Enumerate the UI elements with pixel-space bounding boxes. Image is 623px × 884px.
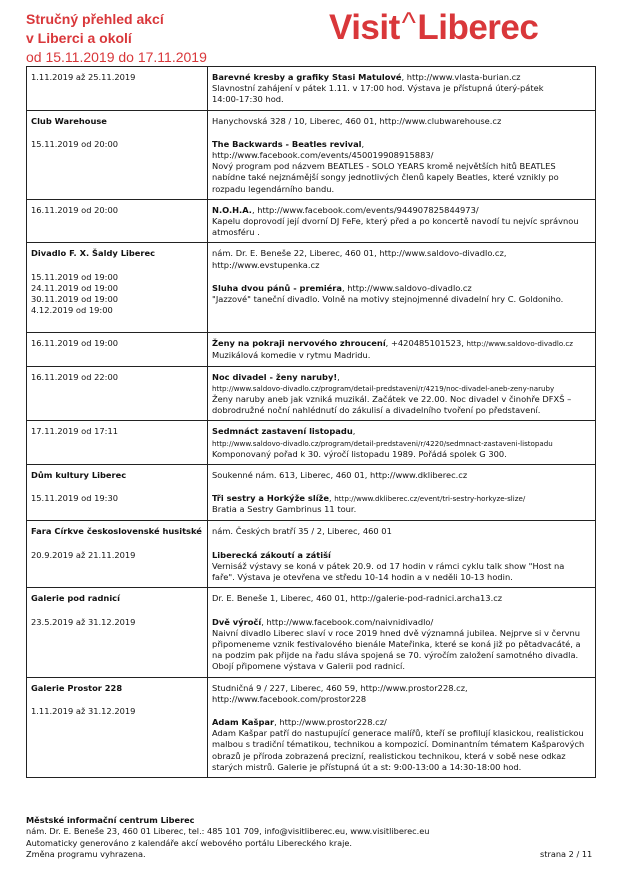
table-row xyxy=(27,588,596,677)
event-entry xyxy=(212,283,591,305)
event-date: 20.9.2019 až 21.11.2019 xyxy=(31,549,136,560)
footer-note-generated: Automaticky generováno z kalendáře akcí webového portálu Libereckého kraje. xyxy=(26,837,353,848)
date-cell xyxy=(27,465,208,521)
event-description: Ženy naruby aneb jak vzniká muzikál. Začátek ve 22.00. Noc divadel v činohře DFXŠ – xyxy=(212,394,572,405)
event-link[interactable]: , +420485101523, xyxy=(385,338,467,349)
table-row xyxy=(27,243,596,333)
table-row xyxy=(27,366,596,421)
event-link[interactable]: , http://www.prostor228.cz/ xyxy=(274,716,387,727)
event-entry xyxy=(212,338,591,360)
events-table xyxy=(26,66,596,778)
event-date: 24.11.2019 od 19:00 xyxy=(31,282,119,293)
event-description: Nový program pod názvem BEATLES - SOLO YEARS kromě největších hitů BEATLES xyxy=(212,161,556,172)
event-title: Adam Kašpar xyxy=(212,716,275,727)
event-description: obrazů je příroda zobrazená precizní, realistickou technikou, která v sobě nese odkaz xyxy=(212,750,566,761)
venue-name: Club Warehouse xyxy=(31,115,107,126)
event-date: 16.11.2019 od 20:00 xyxy=(31,204,119,215)
event-date: 15.11.2019 od 19:30 xyxy=(31,493,119,504)
event-cell xyxy=(208,110,596,199)
footer-note-changes: Změna programu vyhrazena. xyxy=(26,849,146,860)
venue-address: nám. Dr. E. Beneše 22, Liberec, 460 01, http://www.saldovo-divadlo.cz, http://www.evstupenka.cz xyxy=(212,248,507,270)
event-date: 16.11.2019 od 19:00 xyxy=(31,338,119,349)
event-entry xyxy=(212,617,591,673)
table-row xyxy=(27,465,596,521)
event-entry xyxy=(212,72,591,106)
footer-contact: nám. Dr. E. Beneše 23, 460 01 Liberec, tel.: 485 101 709, info@visitliberec.eu, www.visitliberec.eu xyxy=(26,826,430,837)
event-entry xyxy=(212,139,591,195)
venue-name: Divadlo F. X. Šaldy Liberec xyxy=(31,248,156,259)
event-description: faře". Výstava je otevřena ve středu 10-14 hodin a v neděli 10-13 hodin. xyxy=(212,572,513,583)
event-cell xyxy=(208,366,596,421)
event-link[interactable]: , xyxy=(329,493,335,504)
event-cell xyxy=(208,421,596,465)
event-date: 30.11.2019 od 19:00 xyxy=(31,294,119,305)
event-entry xyxy=(212,550,591,584)
event-entry xyxy=(212,372,591,417)
event-cell xyxy=(208,465,596,521)
event-description: dobrodružné noční nahlédnutí do zákulisí a divadelního tvoření po představení. xyxy=(212,405,541,416)
venue-address: Dr. E. Beneše 1, Liberec, 460 01, http://galerie-pod-radnici.archa13.cz xyxy=(212,593,503,604)
report-title xyxy=(26,10,207,67)
table-row xyxy=(27,333,596,366)
event-link[interactable]: , http://www.facebook.com/naivnidivadlo/ xyxy=(261,616,434,627)
event-description: Naivní divadlo Liberec slaví v roce 2019 hned dvě významná jubilea. Nejprve si v červnu xyxy=(212,627,581,638)
event-description: připomeneme vznik festivalového bienále Mateřinka, které se koná již po pětadvacáté, a xyxy=(212,638,581,649)
event-date: 23.5.2019 až 31.12.2019 xyxy=(31,616,136,627)
title-line-2: v Liberci a okolí xyxy=(26,30,132,46)
event-description: Bratia a Sestry Gambrinus 11 tour. xyxy=(212,504,357,515)
event-link[interactable]: , xyxy=(361,138,365,149)
event-description: na podzim pak přijde na řadu sláva spojená se 70. výročím založení samotného divadla. xyxy=(212,650,579,661)
date-cell xyxy=(27,110,208,199)
table-row xyxy=(27,199,596,243)
event-title: Ženy na pokraji nervového zhroucení xyxy=(212,338,386,349)
event-description: starých mistrů. Galerie je přístupná út a st: 9:00-13:00 a 14:30-18:00 hod. xyxy=(212,761,522,772)
event-description: atmosféru . xyxy=(212,227,260,238)
event-title: Tři sestry a Horkýže slíže xyxy=(212,493,330,504)
event-url[interactable]: http://www.facebook.com/events/450019908915883/ xyxy=(212,150,434,161)
venue-name: Dům kultury Liberec xyxy=(31,470,127,481)
event-description: malbou s tradiční tématikou, technikou a kompozicí. Dominantním tématem Kašparových xyxy=(212,739,585,750)
event-link[interactable]: , xyxy=(352,426,356,437)
date-cell xyxy=(27,366,208,421)
venue-name: Fara Církve československé husitské xyxy=(31,526,202,537)
date-cell xyxy=(27,333,208,366)
event-description: 14:00-17:30 hod. xyxy=(212,94,284,105)
table-row xyxy=(27,67,596,111)
event-url[interactable]: http://www.saldovo-divadlo.cz xyxy=(466,339,573,349)
event-title: Noc divadel - ženy naruby! xyxy=(212,371,338,382)
event-title: Liberecká zákoutí a zátiší xyxy=(212,549,331,560)
event-description: Vernisáž výstavy se koná v pátek 20.9. od 17 hodin v rámci cyklu talk show "Host na xyxy=(212,560,565,571)
date-cell xyxy=(27,421,208,465)
venue-name: Galerie Prostor 228 xyxy=(31,682,123,693)
event-cell xyxy=(208,243,596,333)
event-date: 15.11.2019 od 19:00 xyxy=(31,271,119,282)
event-url[interactable]: http://www.saldovo-divadlo.cz/program/detail-predstaveni/r/4219/noc-divadel-aneb-zeny-naruby xyxy=(212,383,555,393)
event-description: Obojí připomene výstava v Galerii pod radnicí. xyxy=(212,661,405,672)
table-row xyxy=(27,421,596,465)
date-cell xyxy=(27,521,208,588)
venue-address: Studničná 9 / 227, Liberec, 460 59, http://www.prostor228.cz, http://www.facebook.com/prostor228 xyxy=(212,682,468,704)
page-number: strana 2 / 11 xyxy=(540,849,593,859)
event-entry xyxy=(212,205,591,239)
event-description: nabídne také nejznámější songy jednotlivých členů kapely Beatles, které vznikly po xyxy=(212,172,559,183)
event-date: 16.11.2019 od 22:00 xyxy=(31,371,119,382)
event-title: Sedmnáct zastavení listopadu xyxy=(212,426,353,437)
event-title: The Backwards - Beatles revival xyxy=(212,138,362,149)
event-url[interactable]: http://www.dkliberec.cz/event/tri-sestry-horkyze-slize/ xyxy=(334,494,526,504)
event-date: 1.11.2019 až 31.12.2019 xyxy=(31,705,136,716)
date-range: od 15.11.2019 do 17.11.2019 xyxy=(26,49,207,65)
date-cell xyxy=(27,199,208,243)
event-date: 4.12.2019 od 19:00 xyxy=(31,305,113,316)
event-link[interactable]: , http://www.facebook.com/events/944907825844973/ xyxy=(251,204,479,215)
date-cell xyxy=(27,243,208,333)
event-entry xyxy=(212,426,591,460)
table-row xyxy=(27,521,596,588)
event-cell xyxy=(208,199,596,243)
footer xyxy=(26,815,429,861)
event-cell xyxy=(208,521,596,588)
event-title: Sluha dvou pánů - premiéra xyxy=(212,282,342,293)
event-description: Adam Kašpar patří do nastupující generace malířů, kteří se profilují klasickou, realistickou xyxy=(212,728,584,739)
event-description: Komponovaný pořad k 30. výročí listopadu 1989. Pořádá spolek G 300. xyxy=(212,448,507,459)
footer-org: Městské informační centrum Liberec xyxy=(26,815,195,825)
date-cell xyxy=(27,677,208,777)
event-cell xyxy=(208,333,596,366)
event-url[interactable]: http://www.saldovo-divadlo.cz/program/detail-predstaveni/r/4220/sedmnact-zastaveni-listopadu xyxy=(212,438,553,448)
event-link[interactable]: , http://www.saldovo-divadlo.cz xyxy=(342,282,472,293)
event-date: 17.11.2019 od 17:11 xyxy=(31,426,119,437)
date-cell xyxy=(27,67,208,111)
table-row xyxy=(27,110,596,199)
event-cell xyxy=(208,588,596,677)
event-description: Kapelu doprovodí její dvorní DJ FeFe, který před a po koncertě navodí tu nejvíc správnou xyxy=(212,216,579,227)
venue-address: Hanychovská 328 / 10, Liberec, 460 01, http://www.clubwarehouse.cz xyxy=(212,115,502,126)
event-title: Barevné kresby a grafiky Stasi Matulové xyxy=(212,72,402,82)
event-cell xyxy=(208,677,596,777)
event-date: 1.11.2019 až 25.11.2019 xyxy=(31,72,136,82)
logo-caret-icon: ^ xyxy=(401,7,416,40)
venue-address: nám. Českých bratří 35 / 2, Liberec, 460 01 xyxy=(212,526,392,537)
venue-name: Galerie pod radnicí xyxy=(31,593,120,604)
event-description: rozpadu legendárního bandu. xyxy=(212,183,335,194)
event-description: Slavnostní zahájení v pátek 1.11. v 17:00 hod. Výstava je přístupná úterý-pátek xyxy=(212,83,544,94)
event-cell xyxy=(208,67,596,111)
table-row xyxy=(27,677,596,777)
venue-address: Soukenné nám. 613, Liberec, 460 01, http://www.dkliberec.cz xyxy=(212,470,468,481)
event-link[interactable]: , xyxy=(337,371,340,382)
title-line-1: Stručný přehled akcí xyxy=(26,11,164,27)
event-description: "Jazzové" taneční divadlo. Volně na motivy stejnojmenné divadelní hry C. Goldoniho. xyxy=(212,294,564,305)
event-link[interactable]: , http://www.vlasta-burian.cz xyxy=(401,72,521,82)
event-date: 15.11.2019 od 20:00 xyxy=(31,138,119,149)
event-entry xyxy=(212,717,591,773)
event-entry xyxy=(212,493,591,515)
event-description: Muzikálová komedie v rytmu Madridu. xyxy=(212,349,371,360)
visit-liberec-logo: Visit^Liberec xyxy=(329,7,539,47)
event-title: Dvě výročí xyxy=(212,616,262,627)
event-title: N.O.H.A. xyxy=(212,204,252,215)
date-cell xyxy=(27,588,208,677)
